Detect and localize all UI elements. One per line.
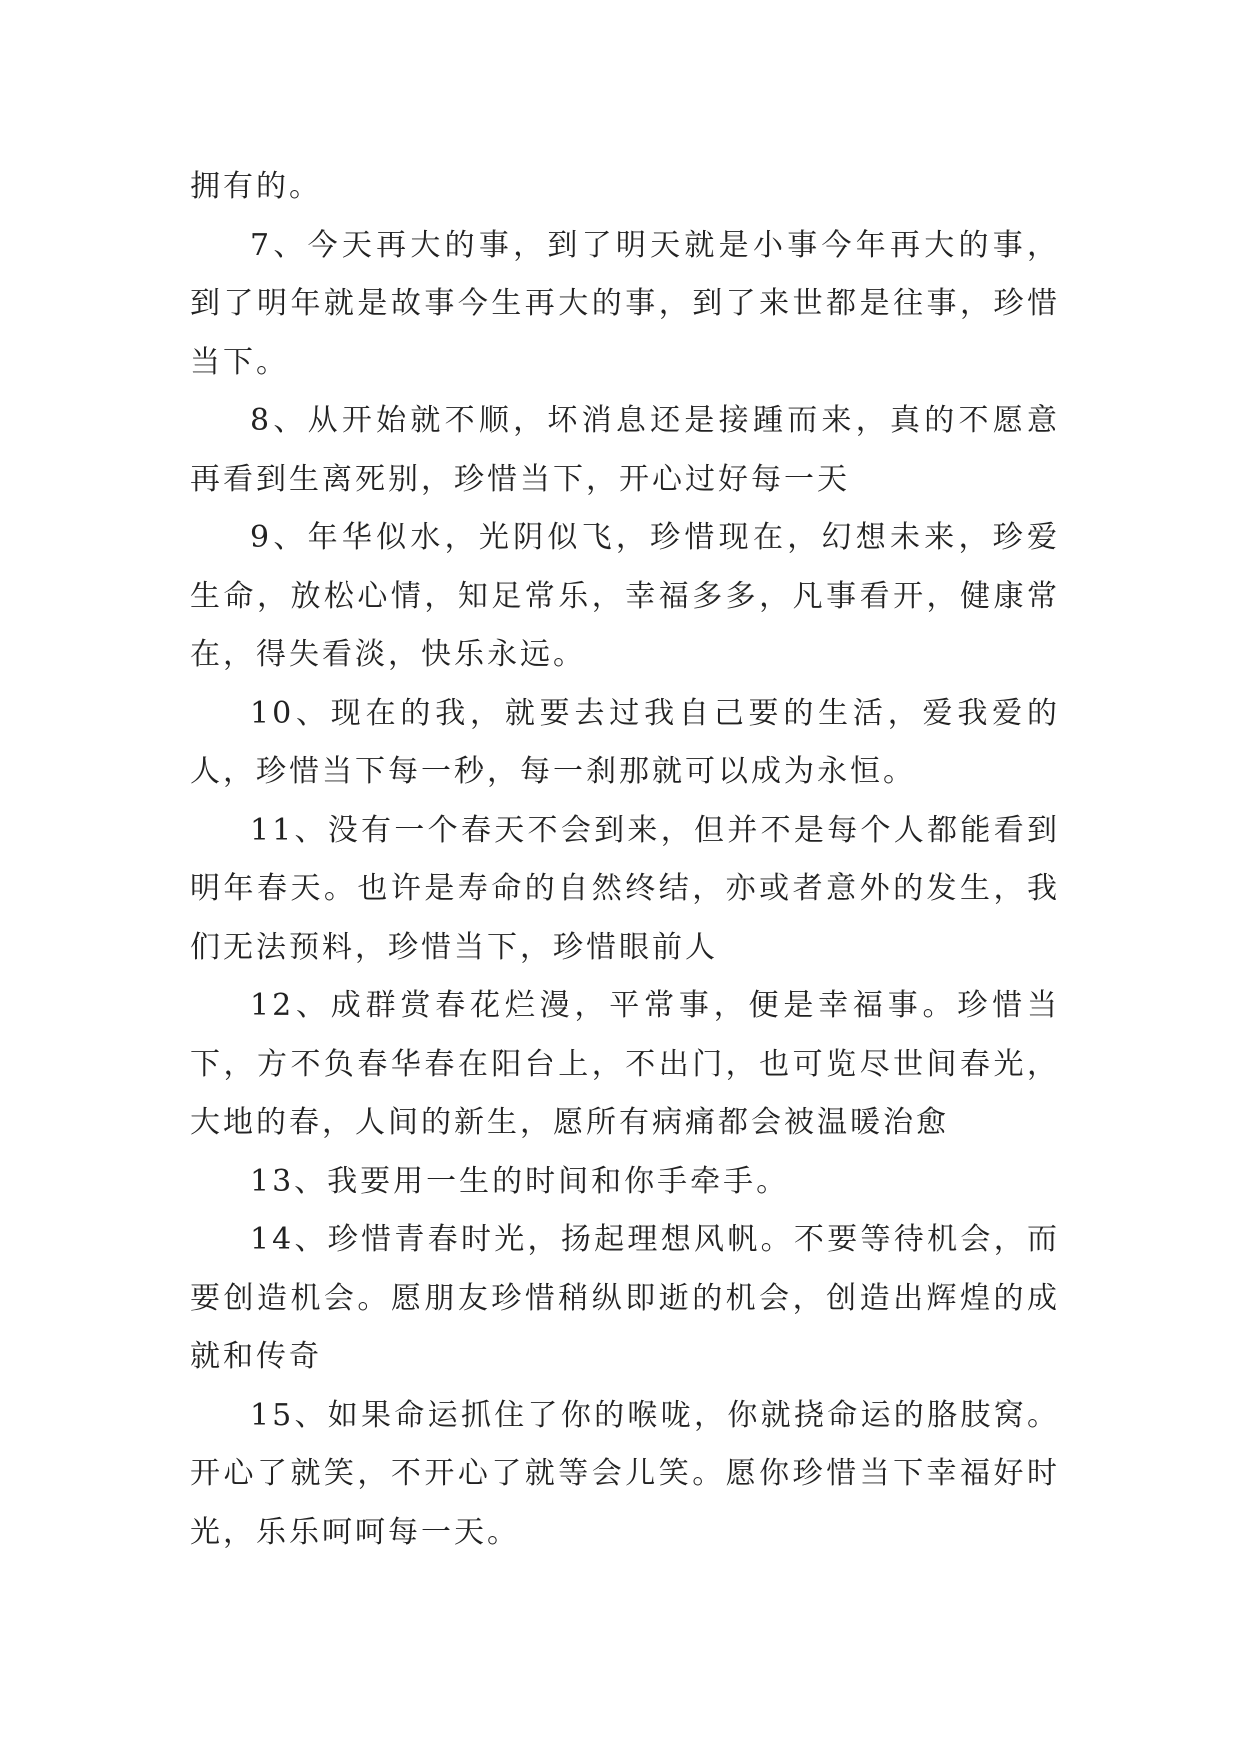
paragraph-item-13: 13、我要用一生的时间和你手牵手。 (250, 1163, 790, 1199)
paragraph-item-12: 12、成群赏春花烂漫，平常事，便是幸福事。珍惜当下，方不负春华春在阳台上，不出门，也可览尽世间春光，大地的春，人间的新生，愿所有病痛都会被温暖治愈 (190, 988, 1060, 1140)
paragraph-item-7: 7、今天再大的事，到了明天就是小事今年再大的事，到了明年就是故事今生再大的事，到了来世都是往事，珍惜当下。 (190, 227, 1060, 380)
paragraph-continuation: 拥有的。 (190, 169, 322, 204)
paragraph-item-10: 10、现在的我，就要去过我自己要的生活，爱我爱的人，珍惜当下每一秒，每一刹那就可以成为永恒。 (190, 695, 1060, 789)
paragraph-item-14: 14、珍惜青春时光，扬起理想风帆。不要等待机会，而要创造机会。愿朋友珍惜稍纵即逝的机会，创造出辉煌的成就和传奇 (190, 1222, 1060, 1374)
document-body (190, 158, 1060, 1562)
paragraph-item-9: 9、年华似水，光阴似飞，珍惜现在，幻想未来，珍爱生命，放松心情，知足常乐，幸福多多，凡事看开，健康常在，得失看淡，快乐永远。 (190, 520, 1060, 672)
paragraph-item-15: 15、如果命运抓住了你的喉咙，你就挠命运的胳肢窝。开心了就笑，不开心了就等会儿笑。愿你珍惜当下幸福好时光，乐乐呵呵每一天。 (190, 1397, 1060, 1550)
paragraph-item-11: 11、没有一个春天不会到来，但并不是每个人都能看到明年春天。也许是寿命的自然终结，亦或者意外的发生，我们无法预料，珍惜当下，珍惜眼前人 (190, 812, 1060, 965)
paragraph-item-8: 8、从开始就不顺，坏消息还是接踵而来，真的不愿意再看到生离死别，珍惜当下，开心过好每一天 (190, 403, 1060, 497)
